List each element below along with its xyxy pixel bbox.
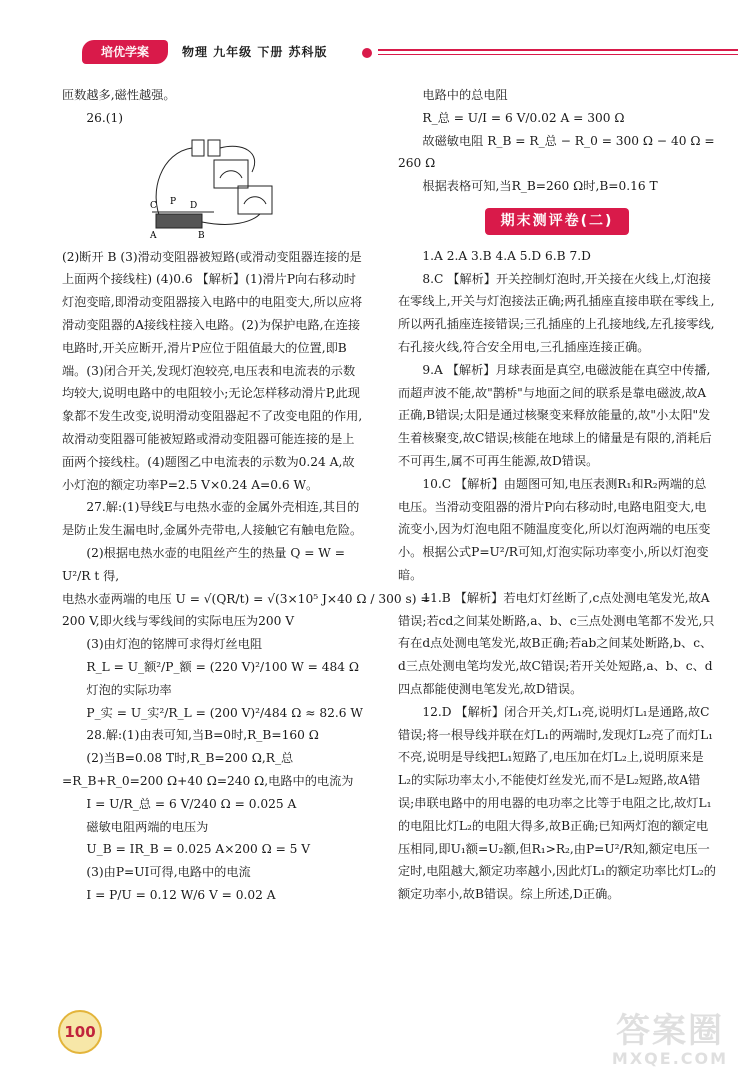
q27-voltage-result: 200 V,即火线与零线间的实际电压为200 V xyxy=(62,614,295,629)
answer-q12: 12.D 【解析】闭合开关,灯L₁亮,说明灯L₁是通路,故C错误;将一根导线并联在灯L₁的两端时,发现灯L₂亮了而灯L₁不亮,说明是导线把L₁短路了,电压加在灯L₂上,说明原来是L₂的实际功率太小,不能使灯丝发光,而不是L₂短路,故A错误;串联电路中的用电器的电功率之比等于电阻之比,故灯L₁的电阻比灯L₂的电阻大得多,故B正确;已知两灯泡的额定电压相同,即U₁额=U₂额,但R₁>R₂,由P=U²/R知,额定电压一定时,电阻越大,额定功率越小,因此灯L₁的额定功率比灯L₂的额定功率小,故B错误。综上所述,D正确。 xyxy=(398,704,716,902)
header-rule-thin xyxy=(378,54,738,55)
formula-current-1: I = U/R_总 = 6 V/240 Ω = 0.025 A xyxy=(86,796,297,811)
svg-text:B: B xyxy=(198,230,205,241)
svg-text:P: P xyxy=(170,196,177,207)
header-dot xyxy=(362,48,372,58)
formula-rb: 故磁敏电阻 R_B = R_总 − R_0 = 300 Ω − 40 Ω = 260 Ω xyxy=(398,133,715,171)
q28-answer-1: 28.解:(1)由表可知,当B=0时,R_B=160 Ω xyxy=(86,728,319,743)
formula-ub: U_B = IR_B = 0.025 A×200 Ω = 5 V xyxy=(86,842,311,857)
formula-p-actual: P_实 = U_实²/R_L = (200 V)²/484 Ω ≈ 82.6 W xyxy=(86,705,363,720)
formula-rl: R_L = U_额²/P_额 = (220 V)²/100 W = 484 Ω xyxy=(86,659,360,674)
answer-q10: 10.C 【解析】由题图可知,电压表测R₁和R₂两端的总电压。当滑动变阻器的滑片P向右移动时,电路电阻变大,电流变小,因为灯泡电阻不随温度变化,所以灯泡两端的电压变小。根据公式P=U²/R可知,灯泡实际功率变小,所以灯泡变暗。 xyxy=(398,476,711,582)
answer-q11: 11.B 【解析】若电灯灯丝断了,c点处测电笔发光,故A错误;若cd之间某处断路,a、b、c三点处测电笔都不发光,只有在d点处测电笔发光,故B正确;若ab之间某处断路,b、c、d三点处测电笔均发光,故C错误;若开关处短路,a、b、c、d四点都能使测电笔发光,故D错误。 xyxy=(398,590,715,696)
header-rule xyxy=(378,49,738,51)
formula-current-2: I = P/U = 0.12 W/6 V = 0.02 A xyxy=(86,887,276,902)
q28-answer-3: (3)由P=UI可得,电路中的电流 xyxy=(86,865,251,880)
q26-answer: (2)断开 B (3)滑动变阻器被短路(或滑动变阻器连接的是上面两个接线柱) (4)0.6 【解析】(1)滑片P向右移动时灯泡变暗,即滑动变阻器接入电路中的电阻变大,所以应将滑动变阻器的A接线柱接入电路。(2)为保护电路,在连接电路时,开关应断开,滑片P应位于阻值最大的位置,即B端。(3)闭合开关,发现灯泡较亮,电压表和电流表的示数均较大,说明电路中的电阻较小;无论怎样移动滑片P,此现象都不发生改变,说明滑动变阻器起不了改变电阻的作用,故滑动变阻器可能被短路或滑动变阻器可能连接的是上面两个接线柱。(4)题图乙中电流表的示数为0.24 A,故小灯泡的额定功率P=2.5 V×0.24 A=0.6 W。 xyxy=(62,249,363,492)
svg-text:D: D xyxy=(190,200,198,211)
text-sensor-voltage: 磁敏电阻两端的电压为 xyxy=(86,819,209,834)
circuit-diagram xyxy=(142,132,282,242)
q27-answer-2: (2)根据电热水壶的电阻丝产生的热量 Q = W = U²/R t 得, xyxy=(62,545,345,583)
series-badge: 培优学案 xyxy=(82,40,168,64)
q26-label: 26.(1) xyxy=(86,110,124,125)
page-header xyxy=(82,38,742,66)
section-title-text: 期末测评卷(二) xyxy=(485,208,630,235)
q27-answer-1: 27.解:(1)导线E与电热水壶的金属外壳相连,其目的是防止发生漏电时,金属外壳带电,人接触它有触电危险。 xyxy=(62,500,363,538)
right-column xyxy=(398,84,716,906)
text-actual-power: 灯泡的实际功率 xyxy=(86,682,172,697)
section-title xyxy=(398,208,716,235)
answer-q9: 9.A 【解析】月球表面是真空,电磁波能在真空中传播,而超声波不能,故"鹊桥"与地面之间的联系是靠电磁波,故A正确,B错误;太阳是通过核聚变来释放能量的,故"小太阳"发生着核聚变,故C错误;核能在地球上的储量是有限的,消耗后不可再生,属不可再生能源,故D错误。 xyxy=(398,362,712,468)
answer-key-1-7: 1.A 2.A 3.B 4.A 5.D 6.B 7.D xyxy=(422,248,591,263)
text-total-resistance: 电路中的总电阻 xyxy=(422,88,508,102)
left-column xyxy=(62,84,431,907)
svg-text:A: A xyxy=(150,230,157,241)
q27-answer-3: (3)由灯泡的铭牌可求得灯丝电阻 xyxy=(86,637,263,652)
formula-r-total: R_总 = U/I = 6 V/0.02 A = 300 Ω xyxy=(422,110,625,125)
answer-q8: 8.C 【解析】开关控制灯泡时,开关接在火线上,灯泡接在零线上,开关与灯泡接法正确;两孔插座直接串联在零线上,所以两孔插座连接错误;三孔插座的上孔接地线,左孔接零线,右孔接火线,符合安全用电,三孔插座连接正确。 xyxy=(398,271,715,354)
formula-voltage: 电热水壶两端的电压 U = √(QR/t) = √(3×10⁵ J×40 Ω / 300 s) = xyxy=(62,591,431,606)
text-table-lookup: 根据表格可知,当R_B=260 Ω时,B=0.16 T xyxy=(422,179,658,194)
book-meta: 物理 九年级 下册 苏科版 xyxy=(182,45,328,59)
watermark-line1: 答案圈 xyxy=(616,1011,724,1051)
watermark xyxy=(600,1012,740,1074)
page-number: 100 xyxy=(58,1010,102,1054)
answer-text: 匝数越多,磁性越强。 xyxy=(62,88,176,102)
svg-text:C: C xyxy=(150,200,157,211)
q28-answer-2: (2)当B=0.08 T时,R_B=200 Ω,R_总=R_B+R_0=200 Ω+40 Ω=240 Ω,电路中的电流为 xyxy=(62,751,354,788)
watermark-line2: MXQE.COM xyxy=(611,1049,729,1068)
